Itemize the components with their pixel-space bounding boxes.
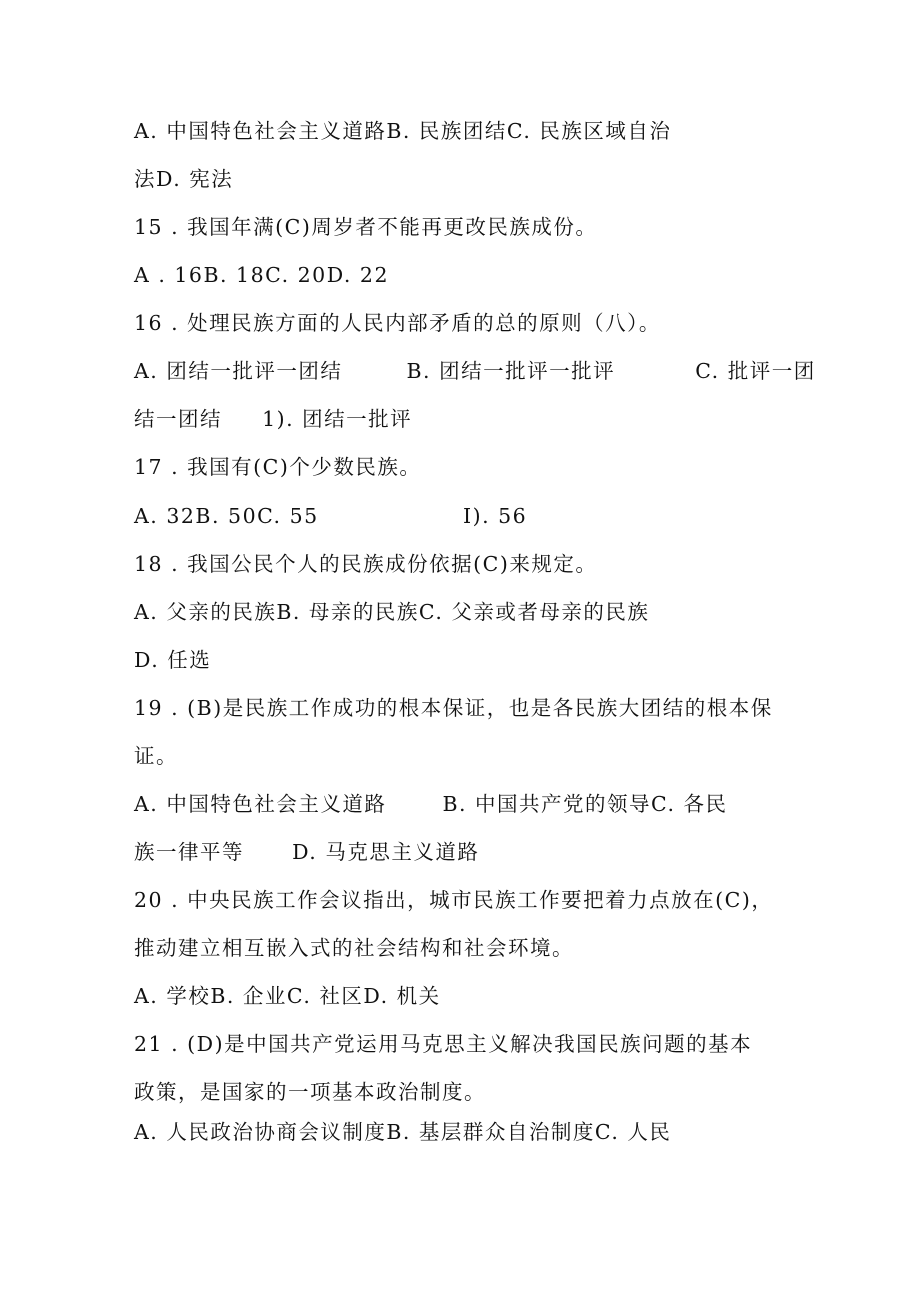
options-q15: A . 16B. 18C. 20D. 22 [134,263,390,287]
options-q21-line1: A. 人民政治协商会议制度B. 基层群众自治制度C. 人民 [134,1120,672,1144]
question-18: 18 . 我国公民个人的民族成份依据(C)来规定。 [134,552,598,576]
options-q16-line1: A. 团结一批评一团结 B. 团结一批评一批评 C. 批评一团 [134,359,816,383]
options-q18-line2: D. 任选 [134,648,212,672]
options-q18-line1: A. 父亲的民族B. 母亲的民族C. 父亲或者母亲的民族 [134,600,650,624]
option-line-q14-c-d: 法D. 宪法 [134,167,234,191]
question-19-line2: 证。 [134,744,178,768]
options-q19-line1: A. 中国特色社会主义道路 B. 中国共产党的领导C. 各民 [134,792,728,816]
option-line-q14-a-c: A. 中国特色社会主义道路B. 民族团结C. 民族区域自治 [134,119,672,143]
question-17: 17 . 我国有(C)个少数民族。 [134,455,422,479]
question-19-line1: 19 . (B)是民族工作成功的根本保证，也是各民族大团结的根本保 [134,696,773,720]
question-20-line2: 推动建立相互嵌入式的社会结构和社会环境。 [134,936,574,960]
options-q20: A. 学校B. 企业C. 社区D. 机关 [134,984,441,1008]
question-20-line1: 20 . 中央民族工作会议指出，城市民族工作要把着力点放在(C)， [134,888,774,912]
options-q16-line2: 结一团结 1). 团结一批评 [134,407,413,431]
question-15: 15 . 我国年满(C)周岁者不能再更改民族成份。 [134,215,598,239]
question-21-line2: 政策，是国家的一项基本政治制度。 [134,1080,486,1104]
options-q19-line2: 族一律平等 D. 马克思主义道路 [134,840,480,864]
question-16: 16 . 处理民族方面的人民内部矛盾的总的原则（八）。 [134,311,661,335]
options-q17: A. 32B. 50C. 55 I). 56 [134,504,528,528]
question-21-line1: 21 . (D)是中国共产党运用马克思主义解决我国民族问题的基本 [134,1032,753,1056]
